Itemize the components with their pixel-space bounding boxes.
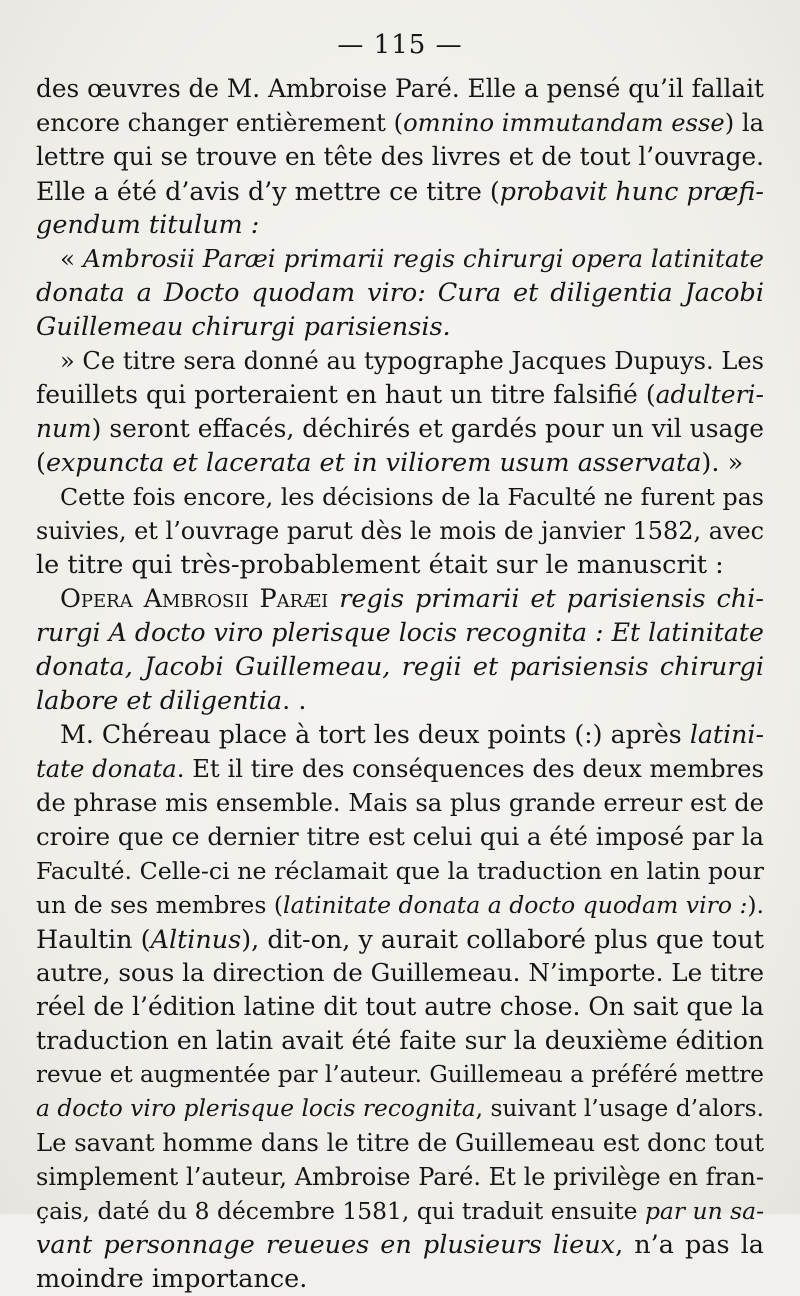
text-line — [36, 276, 764, 310]
text-segment: . Et il tire des conséquences des deux membres — [176, 754, 764, 783]
text-line — [36, 752, 764, 786]
italic-text: tate donata — [36, 754, 177, 783]
italic-text: Guillemeau chirurgi parisiensis. — [36, 312, 451, 342]
text-line — [36, 616, 764, 650]
small-caps-text: Opera Ambrosii Paræi — [60, 584, 329, 614]
text-segment: feuillets qui porteraient en haut un titre falsifié ( — [36, 380, 656, 409]
body-text — [36, 72, 764, 1296]
italic-text: rurgi A docto viro plerisque locis recognita : Et latinitate — [36, 618, 764, 647]
text-segment: Cette fois encore, les décisions de la Faculté ne furent pas — [60, 483, 764, 511]
text-line — [36, 1126, 764, 1160]
text-line — [36, 1262, 764, 1296]
page-number: — 115 — — [337, 30, 463, 60]
text-segment: réel de l’édition latine dit tout autre chose. On sait que la — [36, 992, 764, 1021]
italic-text: Altinus — [150, 924, 242, 954]
text-segment — [328, 584, 339, 614]
text-line — [36, 548, 764, 582]
text-segment: Haultin ( — [36, 924, 151, 954]
text-line — [36, 242, 764, 276]
text-segment: . . — [282, 686, 307, 716]
text-segment: , n’a pas la — [615, 1230, 765, 1260]
text-segment: traduction en latin avait été faite sur la deuxième édition — [36, 1026, 764, 1055]
text-segment: ). — [747, 891, 764, 919]
text-line — [36, 922, 764, 956]
text-line — [36, 718, 764, 752]
text-line — [36, 1160, 764, 1194]
text-line — [36, 854, 764, 888]
text-segment: des œuvres de M. Ambroise Paré. Elle a pensé qu’il fallait — [36, 74, 764, 103]
italic-text: par un sa- — [644, 1197, 764, 1225]
text-line — [36, 650, 764, 684]
text-segment: ) seront effacés, déchirés et gardés pour un vil usage — [91, 414, 764, 443]
italic-text: latinitate donata a docto quodam viro : — [283, 891, 748, 919]
italic-text: gendum titulum : — [36, 210, 260, 240]
text-line — [36, 956, 764, 990]
italic-text: donata, Jacobi Guillemeau, regii et parisiensis chirurgi — [36, 652, 764, 682]
italic-text: latini- — [689, 720, 764, 749]
text-line — [36, 480, 764, 514]
text-line — [36, 786, 764, 820]
text-segment: simplement l’auteur, Ambroise Paré. Et le privilège en fran- — [36, 1163, 764, 1191]
text-segment: çais, daté du 8 décembre 1581, qui traduit ensuite — [36, 1197, 645, 1225]
text-line — [36, 106, 764, 140]
text-segment: revue et augmentée par l’auteur. Guillemeau a préféré mettre — [36, 1062, 764, 1088]
text-line — [36, 1058, 764, 1092]
text-segment: ). » — [701, 448, 744, 478]
text-segment: suivies, et l’ouvrage parut dès le mois de janvier 1582, avec — [36, 517, 764, 545]
text-line — [36, 582, 764, 616]
text-line — [36, 1024, 764, 1058]
text-line — [36, 990, 764, 1024]
text-segment: » Ce titre sera donné au typographe Jacques Dupuys. Les — [60, 347, 764, 375]
text-line — [36, 412, 764, 446]
text-segment: lettre qui se trouve en tête des livres et de tout l’ouvrage. — [36, 142, 764, 171]
text-segment: Elle a été d’avis d’y mettre ce titre ( — [36, 176, 500, 206]
text-segment: ( — [36, 448, 46, 478]
text-segment: M. Chéreau place à tort les deux points (:) après — [60, 720, 690, 749]
italic-text: omnino immutandam esse — [403, 109, 725, 137]
text-line — [36, 1092, 764, 1126]
text-line — [36, 72, 764, 106]
text-line — [36, 514, 764, 548]
text-line — [36, 684, 764, 718]
italic-text: a docto viro plerisque locis recognita — [36, 1095, 476, 1122]
text-line — [36, 378, 764, 412]
text-line — [36, 140, 764, 174]
text-line — [36, 208, 764, 242]
text-line — [36, 820, 764, 854]
text-segment: de phrase mis ensemble. Mais sa plus grande erreur est de — [36, 789, 764, 817]
text-segment: le titre qui très-probablement était sur le manuscrit : — [36, 550, 724, 580]
text-line — [36, 1228, 764, 1262]
text-segment: Faculté. Celle-ci ne réclamait que la traduction en latin pour — [36, 857, 764, 885]
italic-text: num — [36, 414, 92, 443]
text-segment: encore changer entièrement ( — [36, 109, 404, 137]
text-segment: Le savant homme dans le titre de Guillemeau est donc tout — [36, 1128, 764, 1157]
text-line — [36, 344, 764, 378]
text-segment: ), dit-on, y aurait collaboré plus que tout — [241, 924, 764, 954]
text-line — [36, 446, 764, 480]
text-segment: autre, sous la direction de Guillemeau. N’importe. Le titre — [36, 958, 764, 987]
italic-text: labore et diligentia — [36, 686, 283, 716]
text-line — [36, 310, 764, 344]
text-line — [36, 888, 764, 922]
italic-text: adulteri- — [655, 380, 764, 409]
text-segment: « — [60, 244, 83, 273]
text-segment: , suivant l’usage d’alors. — [475, 1095, 764, 1122]
text-segment: croire que ce dernier titre est celui qui a été imposé par la — [36, 822, 764, 851]
italic-text: regis primarii et parisiensis chi- — [339, 584, 764, 614]
italic-text: donata a Docto quodam viro: Cura et diligentia Jacobi — [36, 278, 764, 308]
italic-text: probavit hunc præfi- — [499, 176, 764, 206]
text-segment: un de ses membres ( — [36, 891, 284, 919]
italic-text: Ambrosii Paræi primarii regis chirurgi opera latinitate — [82, 244, 764, 273]
text-line — [36, 174, 764, 208]
text-line — [36, 1194, 764, 1228]
text-segment: ) la — [724, 109, 765, 137]
italic-text: vant personnage reueues en plusieurs lieux — [36, 1230, 616, 1260]
italic-text: expuncta et lacerata et in viliorem usum asservata — [45, 448, 702, 478]
text-segment: moindre importance. — [36, 1264, 308, 1294]
